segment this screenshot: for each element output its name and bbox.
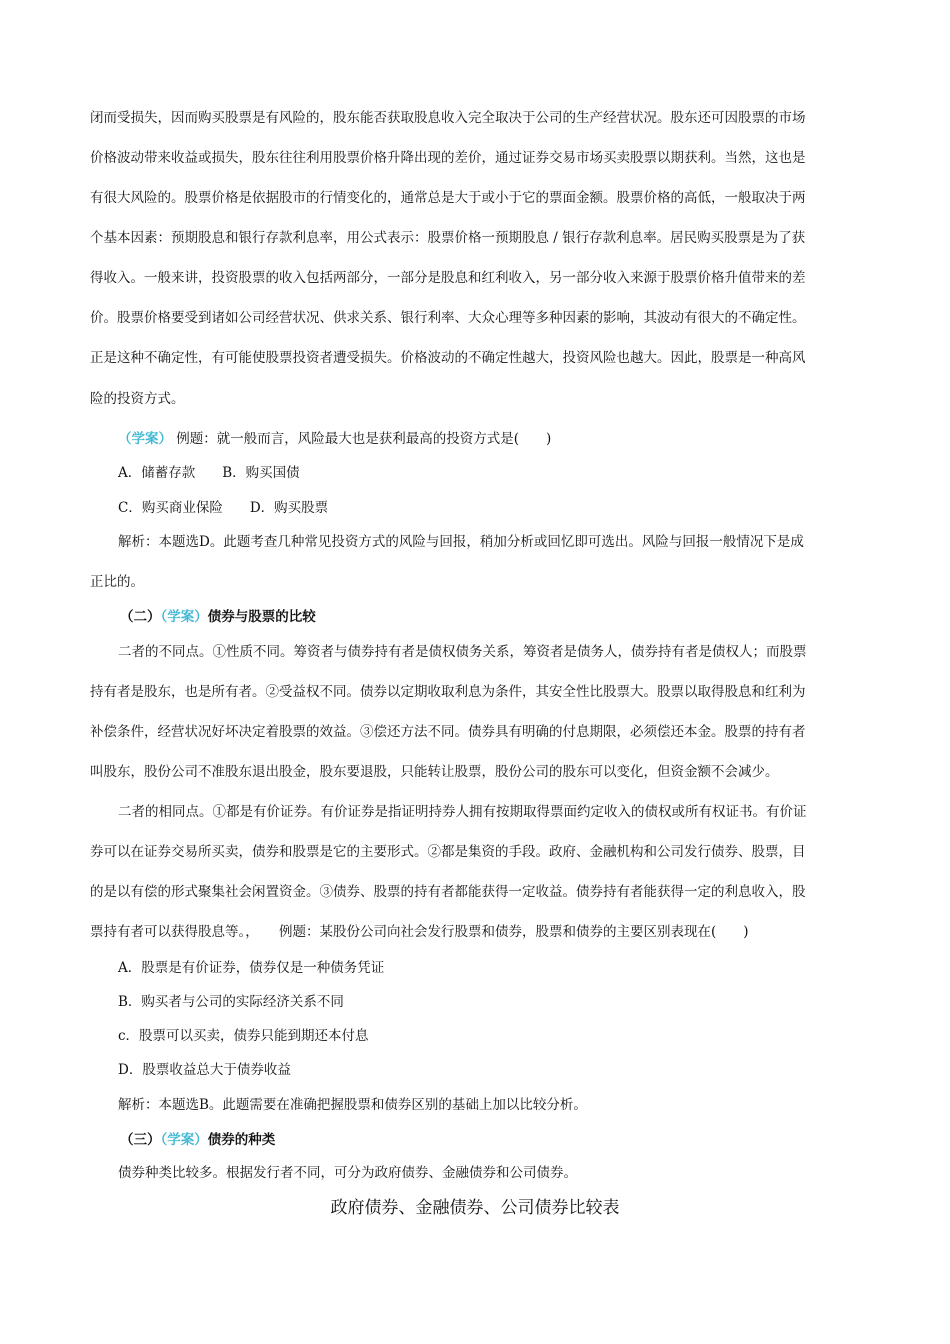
paragraph-line: 闭而受损失，因而购买股票是有风险的，股东能否获取股息收入完全取决于公司的生产经营状况。股东还可因股票的市场 (90, 110, 806, 126)
table-title: 政府债券、金融债券、公司债券比较表 (330, 1198, 620, 1218)
section-number: （二） (120, 609, 161, 625)
example2-option-c: c．股票可以买卖，债券只能到期还本付息 (118, 1028, 369, 1044)
xuean-tag: （学案） (160, 1132, 208, 1148)
example2-option-b: B．购买者与公司的实际经济关系不同 (118, 994, 344, 1010)
question-text: 例题：就一般而言，风险最大也是获利最高的投资方式是( ) (172, 431, 552, 447)
analysis-line: 解析：本题选D。此题考查几种常见投资方式的风险与回报，稍加分析或回忆即可选出。风险与回报一般情况下是成 (118, 534, 804, 550)
section-number: （三） (120, 1132, 161, 1148)
example2-analysis: 解析：本题选B。此题需要在准确把握股票和债券区别的基础上加以比较分析。 (118, 1097, 587, 1113)
section2-heading (120, 605, 890, 625)
paragraph-line: 叫股东，股份公司不准股东退出股金，股东要退股，只能转让股票，股份公司的股东可以变化，但资金额不会减少。 (90, 764, 779, 780)
paragraph-line: 险的投资方式。 (90, 391, 185, 407)
analysis-line: 正比的。 (90, 574, 144, 590)
section-title: 债券的种类 (207, 1132, 276, 1148)
paragraph-line: 持有者是股东，也是所有者。②受益权不同。债券以定期收取利息为条件，其安全性比股票大。股票以取得股息和红利为 (90, 684, 806, 700)
paragraph-line: 二者的不同点。①性质不同。筹资者与债券持有者是债权债务关系，筹资者是债务人，债券持有者是债权人；而股票 (118, 644, 807, 660)
paragraph-line: 得收入。一般来讲，投资股票的收入包括两部分，一部分是股息和红利收入，另一部分收入来源于股票价格升值带来的差 (90, 270, 806, 286)
paragraph-line: 补偿条件，经营状况好坏决定着股票的效益。③偿还方法不同。债券具有明确的付息期限，必须偿还本金。股票的持有者 (90, 724, 806, 740)
paragraph-line: 价格波动带来收益或损失，股东往往利用股票价格升降出现的差价，通过证券交易市场买卖股票以期获利。当然，这也是 (90, 150, 806, 166)
paragraph-line: 个基本因素：预期股息和银行存款利息率，用公式表示：股票价格一预期股息 / 银行存款利息率。居民购买股票是为了获 (90, 230, 806, 246)
paragraph-line: 二者的相同点。①都是有价证券。有价证券是指证明持券人拥有按期取得票面约定收入的债权或所有权证书。有价证 (118, 804, 807, 820)
paragraph-line: 正是这种不确定性，有可能使股票投资者遭受损失。价格波动的不确定性越大，投资风险也越大。因此，股票是一种高风 (90, 350, 806, 366)
paragraph-line: 价。股票价格要受到诸如公司经营状况、供求关系、银行利率、大众心理等多种因素的影响，其波动有很大的不确定性。 (90, 310, 806, 326)
paragraph-line: 票持有者可以获得股息等。， 例题：某股份公司向社会发行股票和债券，股票和债券的主要区别表现在( ) (90, 924, 749, 940)
bond-types-text: 债券种类比较多。根据发行者不同，可分为政府债券、金融债券和公司债券。 (118, 1165, 577, 1181)
paragraph-line: 的是以有偿的形式聚集社会闲置资金。③债券、股票的持有者都能获得一定收益。债券持有者能获得一定的利息收入，股 (90, 884, 806, 900)
section3-heading (120, 1128, 890, 1148)
xuean-tag: （学案） (118, 431, 172, 447)
example1-options-ab: A．储蓄存款 B．购买国债 (118, 465, 300, 481)
example2-option-a: A．股票是有价证券，债券仅是一种债务凭证 (118, 960, 385, 976)
example2-option-d: D．股票收益总大于债券收益 (118, 1062, 291, 1078)
example1-options-cd: C．购买商业保险 D．购买股票 (118, 500, 329, 516)
paragraph-line: 券可以在证券交易所买卖，债券和股票是它的主要形式。②都是集资的手段。政府、金融机构和公司发行债券、股票，目 (90, 844, 806, 860)
xuean-tag: （学案） (160, 609, 208, 625)
paragraph-line: 有很大风险的。股票价格是依据股市的行情变化的，通常总是大于或小于它的票面金额。股票价格的高低，一般取决于两 (90, 190, 806, 206)
example1-question (118, 427, 860, 447)
section-title: 债券与股票的比较 (207, 609, 316, 625)
